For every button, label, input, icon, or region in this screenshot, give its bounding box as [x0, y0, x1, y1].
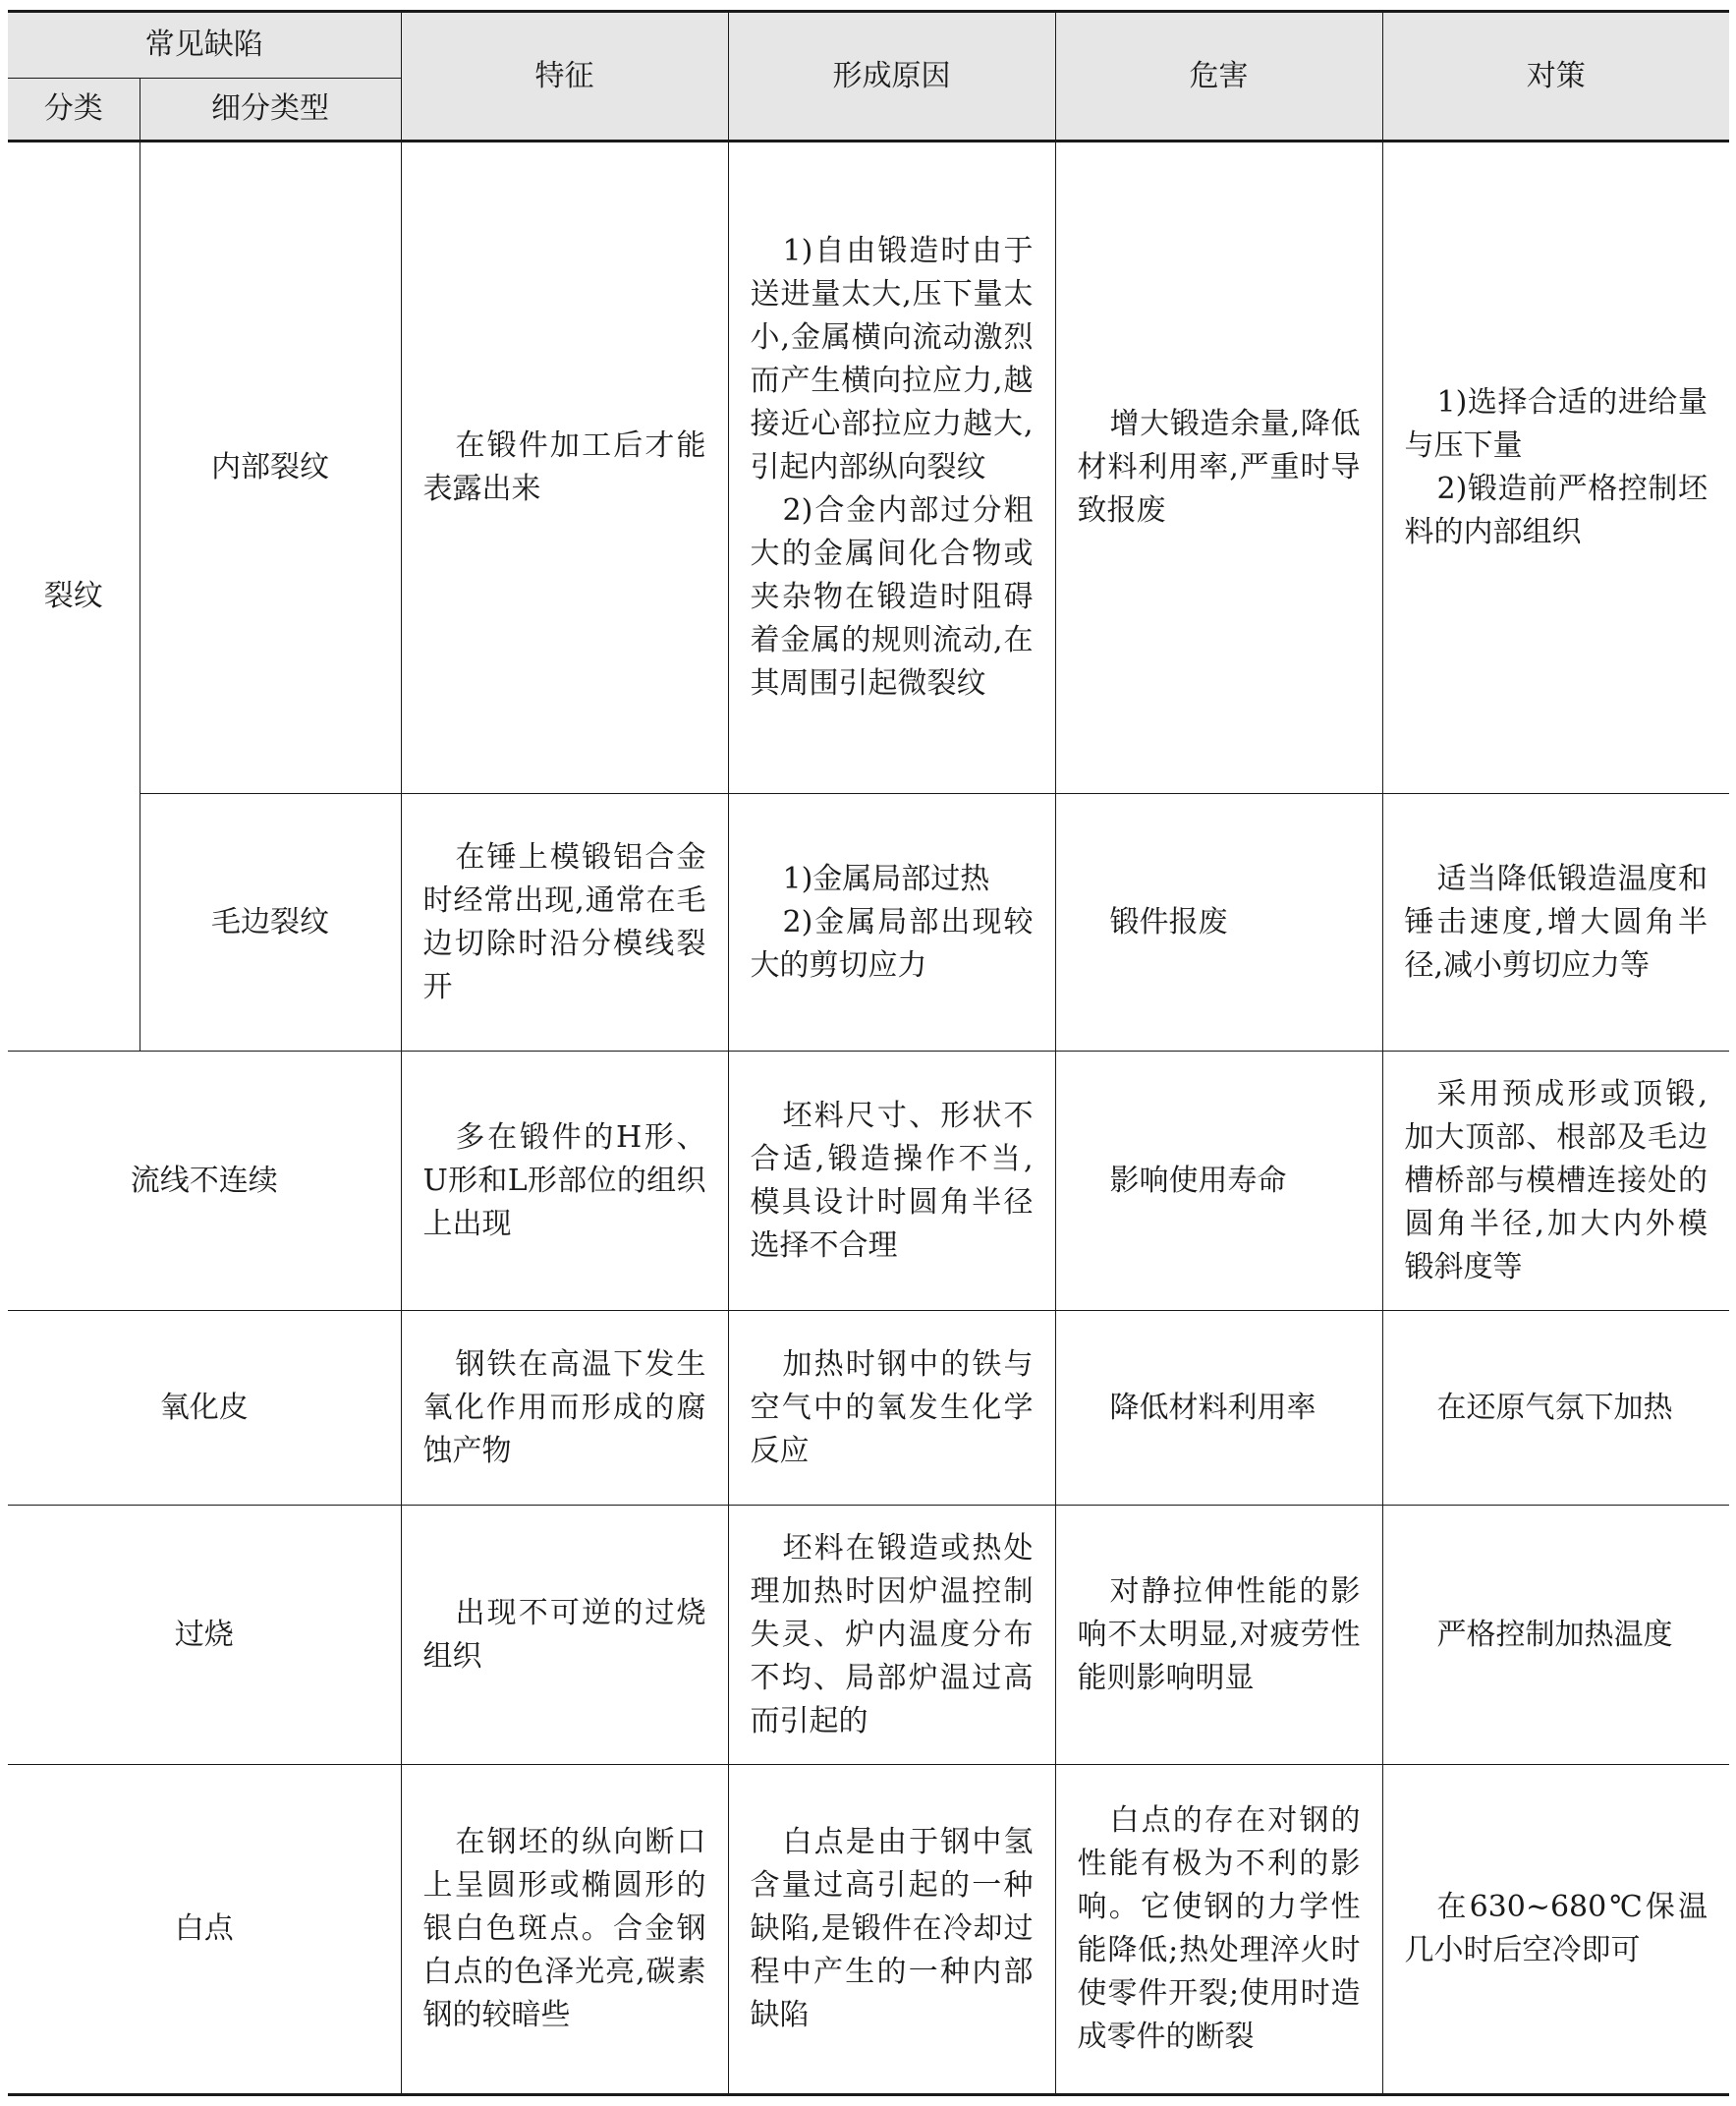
measure-item-2: 2)锻造前严格控制坯料的内部组织	[1404, 472, 1708, 549]
cause-item-1: 1)金属局部过热	[782, 861, 990, 896]
feature-cell	[401, 142, 728, 794]
measure-text: 在630~680℃保温几小时后空冷即可	[1404, 1890, 1708, 1967]
cause-text: 加热时钢中的铁与空气中的氧发生化学反应	[750, 1346, 1034, 1468]
measure-cell	[1382, 1506, 1729, 1765]
measure-cell	[1382, 1052, 1729, 1311]
cause-cell	[728, 1506, 1055, 1765]
category-crack: 裂纹	[8, 142, 140, 1052]
header-harm: 危害	[1055, 12, 1382, 142]
cause-cell	[728, 1052, 1055, 1311]
measure-text: 采用预成形或顶锻,加大顶部、根部及毛边槽桥部与模槽连接处的圆角半径,加大内外模锻斜度等	[1404, 1076, 1708, 1284]
subtype-internal-crack: 内部裂纹	[140, 142, 401, 794]
harm-text: 影响使用寿命	[1109, 1163, 1287, 1198]
harm-cell	[1055, 794, 1382, 1052]
cause-text: 坯料在锻造或热处理加热时因炉温控制失灵、炉内温度分布不均、局部炉温过高而引起的	[750, 1530, 1034, 1738]
table-row-oxide	[8, 1311, 1729, 1506]
table-row-flash-crack	[8, 794, 1729, 1052]
cause-item-1: 1)自由锻造时由于送进量太大,压下量太小,金属横向流动激烈而产生横向拉应力,越接近心部拉应力越大,引起内部纵向裂纹	[750, 234, 1034, 484]
table-row-overburn	[8, 1506, 1729, 1765]
cause-item-2: 2)金属局部出现较大的剪切应力	[750, 904, 1034, 983]
header-feature: 特征	[401, 12, 728, 142]
defect-name-flowline: 流线不连续	[8, 1052, 401, 1311]
harm-cell	[1055, 1765, 1382, 2095]
feature-cell	[401, 1506, 728, 1765]
forging-defects-table	[8, 10, 1729, 2096]
header-defect-group: 常见缺陷	[8, 12, 401, 79]
harm-text: 降低材料利用率	[1109, 1390, 1316, 1425]
defect-name-oxide: 氧化皮	[8, 1311, 401, 1506]
cause-text: 坯料尺寸、形状不合适,锻造操作不当,模具设计时圆角半径选择不合理	[750, 1098, 1034, 1263]
measure-cell	[1382, 142, 1729, 794]
subtype-flash-crack: 毛边裂纹	[140, 794, 401, 1052]
measure-item-1: 1)选择合适的进给量与压下量	[1404, 385, 1708, 463]
defect-name-overburn: 过烧	[8, 1506, 401, 1765]
feature-text: 钢铁在高温下发生氧化作用而形成的腐蚀产物	[422, 1346, 706, 1468]
feature-text: 在锤上模锻铝合金时经常出现,通常在毛边切除时沿分模线裂开	[422, 839, 706, 1004]
header-cause: 形成原因	[728, 12, 1055, 142]
header-measure: 对策	[1382, 12, 1729, 142]
harm-cell	[1055, 1506, 1382, 1765]
cause-text: 白点是由于钢中氢含量过高引起的一种缺陷,是锻件在冷却过程中产生的一种内部缺陷	[750, 1825, 1034, 2032]
cause-cell	[728, 142, 1055, 794]
measure-text: 严格控制加热温度	[1436, 1617, 1673, 1652]
measure-cell	[1382, 1765, 1729, 2095]
feature-cell	[401, 794, 728, 1052]
feature-text: 在锻件加工后才能表露出来	[422, 428, 706, 506]
cause-cell	[728, 1311, 1055, 1506]
table-row-whitespot	[8, 1765, 1729, 2095]
header-row-1	[8, 12, 1729, 79]
feature-cell	[401, 1052, 728, 1311]
harm-cell	[1055, 1052, 1382, 1311]
feature-cell	[401, 1311, 728, 1506]
harm-cell	[1055, 1311, 1382, 1506]
harm-cell	[1055, 142, 1382, 794]
defect-name-whitespot: 白点	[8, 1765, 401, 2095]
measure-cell	[1382, 794, 1729, 1052]
harm-text: 增大锻造余量,降低材料利用率,严重时导致报废	[1077, 407, 1361, 528]
feature-text: 多在锻件的H形、U形和L形部位的组织上出现	[422, 1119, 706, 1241]
measure-text: 在还原气氛下加热	[1436, 1390, 1673, 1425]
cause-cell	[728, 1765, 1055, 2095]
table-row-internal-crack	[8, 142, 1729, 794]
measure-cell	[1382, 1311, 1729, 1506]
harm-text: 白点的存在对钢的性能有极为不利的影响。它使钢的力学性能降低;热处理淬火时使零件开裂;使用时造成零件的断裂	[1077, 1803, 1361, 2054]
header-category: 分类	[8, 79, 140, 142]
feature-text: 在钢坯的纵向断口上呈圆形或椭圆形的银白色斑点。合金钢白点的色泽光亮,碳素钢的较暗些	[422, 1825, 706, 2032]
cause-cell	[728, 794, 1055, 1052]
harm-text: 锻件报废	[1109, 904, 1228, 939]
feature-text: 出现不可逆的过烧组织	[422, 1595, 706, 1674]
table-row-flowline	[8, 1052, 1729, 1311]
cause-item-2: 2)合金内部过分粗大的金属间化合物或夹杂物在锻造时阻碍着金属的规则流动,在其周围引起微裂纹	[750, 493, 1034, 701]
measure-text: 适当降低锻造温度和锤击速度,增大圆角半径,减小剪切应力等	[1404, 861, 1708, 983]
harm-text: 对静拉伸性能的影响不太明显,对疲劳性能则影响明显	[1077, 1573, 1361, 1695]
feature-cell	[401, 1765, 728, 2095]
header-subtype: 细分类型	[140, 79, 401, 142]
